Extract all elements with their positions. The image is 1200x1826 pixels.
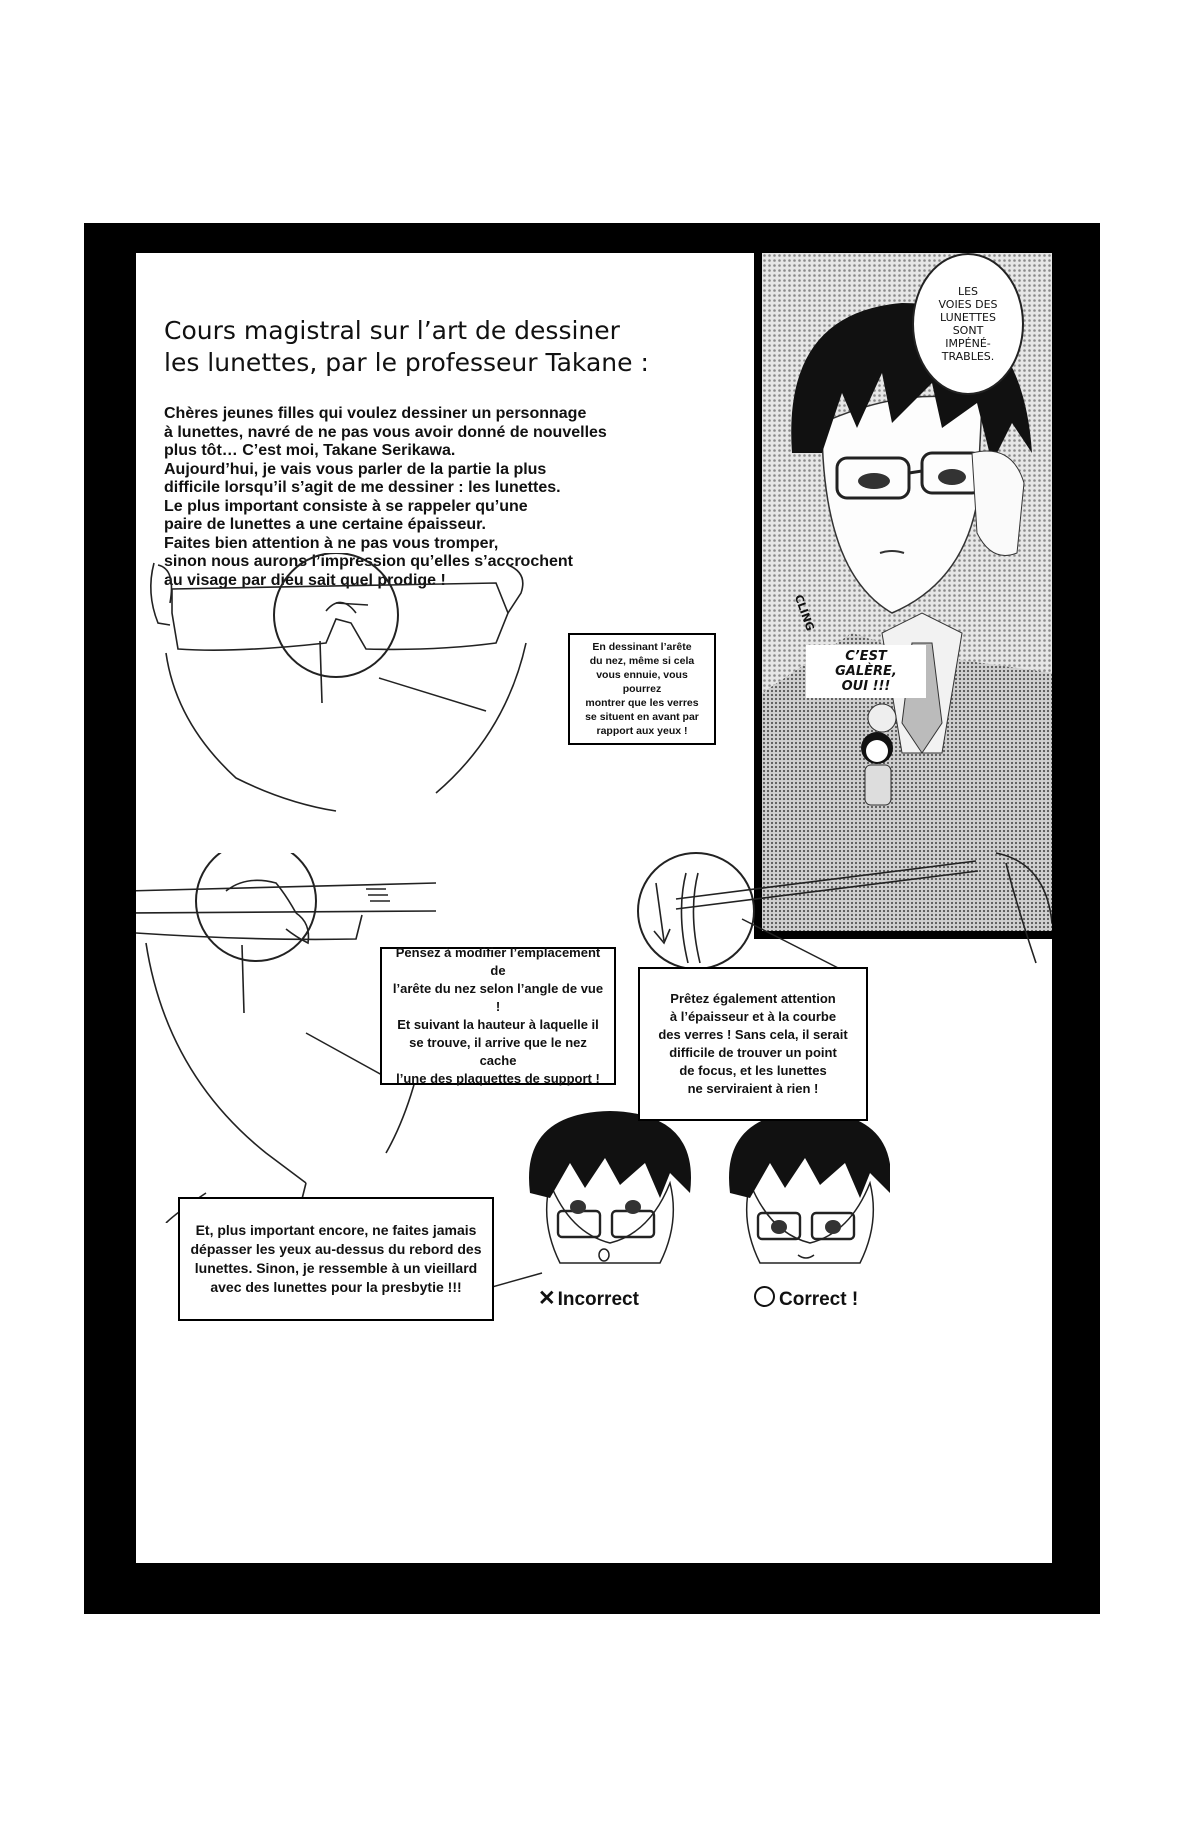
callout-eyes-position: Et, plus important encore, ne faites jamais dépasser les yeux au-dessus du rebord des lunettes. Sinon, je ressemble à un vieillard avec des lunettes pour la presbytie !!!	[178, 1197, 494, 1321]
shout-text: C’EST GALÈRE, OUI !!!	[806, 645, 926, 698]
intro-line: Le plus important consiste à se rappeler qu’une	[164, 497, 528, 515]
callout-lens-thickness: Prêtez également attention à l’épaisseur et à la courbe des verres ! Sans cela, il serait difficile de trouver un point de focus, et les lunettes ne serviraient à rien !	[638, 967, 868, 1121]
intro-line: au visage par dieu sait quel prodige !	[164, 571, 446, 589]
incorrect-label: ✕ Incorrect	[538, 1287, 639, 1310]
callout-nose-bridge: En dessinant l’arête du nez, même si cela vous ennuie, vous pourrez montrer que les verres se situent en avant par rapport aux yeux !	[568, 633, 716, 745]
intro-line: à lunettes, navré de ne pas vous avoir donné de nouvelles	[164, 423, 607, 441]
intro-line: Aujourd’hui, je vais vous parler de la partie la plus	[164, 460, 547, 478]
intro-line: sinon nous aurons l’impression qu’elles s’accrochent	[164, 553, 573, 570]
page-title: Cours magistral sur l’art de dessiner les lunettes, par le professeur Takane :	[164, 316, 649, 377]
intro-line: plus tôt… C’est moi, Takane Serikawa.	[164, 442, 456, 459]
sound-effect-cling: CLING	[791, 593, 817, 633]
correct-face	[729, 1111, 890, 1263]
cross-icon: ✕	[538, 1287, 556, 1310]
circle-icon	[754, 1286, 775, 1307]
manga-panel-takane	[754, 253, 1052, 939]
intro-line: paire de lunettes a une certaine épaisseur.	[164, 516, 486, 533]
intro-line: difficile lorsqu’il s’agit de me dessiner : les lunettes.	[164, 479, 561, 496]
correct-label: Correct !	[754, 1286, 858, 1311]
callout-view-angle: Pensez à modifier l’emplacement de l’arête du nez selon l’angle de vue ! Et suivant la hauteur à laquelle il se trouve, il arrive que le nez cache l’une des plaquettes de support !	[380, 947, 616, 1085]
intro-line: Faites bien attention à ne pas vous tromper,	[164, 534, 499, 552]
speech-bubble: LES VOIES DES LUNETTES SONT IMPÉNÉ- TRABLES.	[912, 253, 1024, 395]
faces-comparison-drawing	[500, 1103, 890, 1293]
tutorial-page	[136, 253, 1052, 1563]
incorrect-face	[529, 1111, 691, 1263]
intro-line: Chères jeunes filles qui voulez dessiner un personnage	[164, 405, 587, 422]
